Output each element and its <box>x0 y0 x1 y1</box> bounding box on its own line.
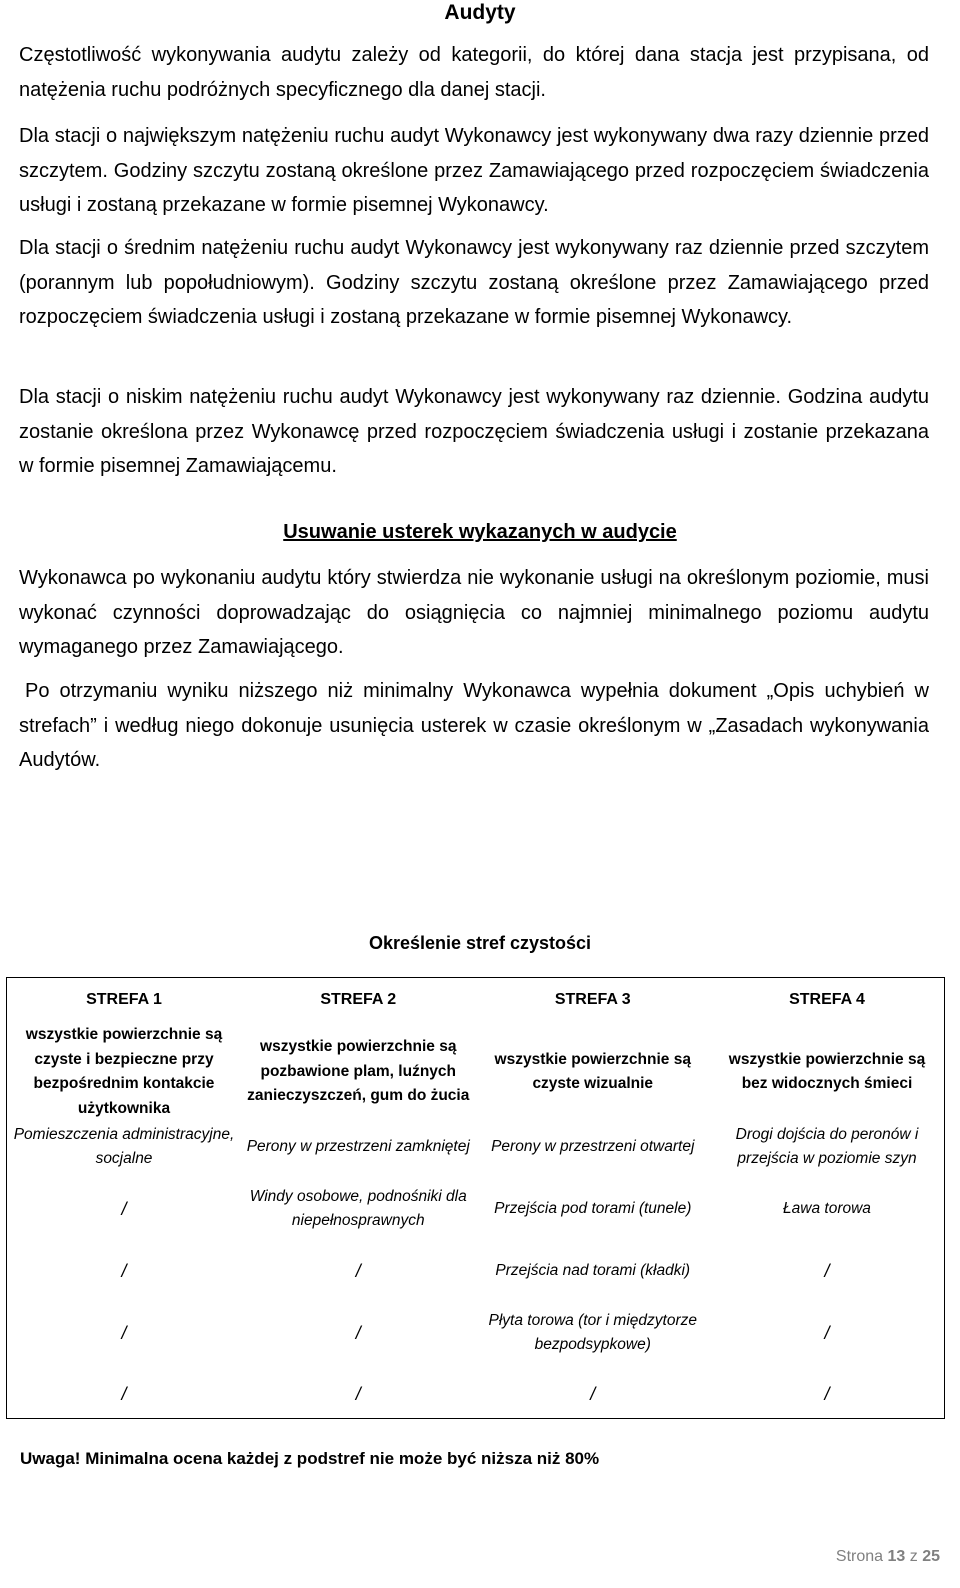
paragraph-low-traffic: Dla stacji o niskim natężeniu ruchu audyt Wykonawcy jest wykonywany raz dziennie. Godzina audytu zostanie określona przez Wykonawcę przed rozpoczęciem świadczenia usługi i zostanie przekazana w formie pisemnej Zamawiającemu. <box>19 386 929 477</box>
table-cell: / <box>355 1322 361 1343</box>
paragraph-high-traffic: Dla stacji o największym natężeniu ruchu audyt Wykonawcy jest wykonywany dwa razy dziennie przed szczytem. Godziny szczytu zostaną określone przez Zamawiającego przed rozpoczęciem świadczenia usługi i zostaną przekazane w formie pisemnej Wykonawcy. <box>19 125 929 216</box>
paragraph-defects-2: Po otrzymaniu wyniku niższego niż minimalny Wykonawca wypełnia dokument „Opis uchybień w strefach” i według niego dokonuje usunięcia usterek w czasie określonym w „Zasadach wykonywania Audytów. <box>19 680 929 771</box>
table-cell: / <box>824 1322 830 1343</box>
table-cell: Windy osobowe, podnośniki dla niepełnosprawnych <box>249 1187 467 1229</box>
table-cell: / <box>824 1260 830 1281</box>
table-cell: Pomieszczenia administracyjne, socjalne <box>13 1125 235 1167</box>
table-cell: Perony w przestrzeni zamkniętej <box>246 1137 470 1155</box>
warning-label: Uwaga! <box>20 1449 81 1468</box>
table-row <box>7 1296 945 1370</box>
table-cell: / <box>121 1322 127 1343</box>
footer-page-number: 13 <box>887 1548 906 1565</box>
warning-text: Minimalna ocena każdej z podstref nie może być niższa niż 80% <box>80 1449 600 1468</box>
table-row <box>7 1370 945 1419</box>
zones-table <box>6 977 945 1419</box>
zones-header-row <box>7 978 945 1023</box>
page-footer <box>836 1545 940 1569</box>
zone-header-4: STREFA 4 <box>789 990 865 1008</box>
zones-description-row <box>7 1022 945 1122</box>
table-cell: / <box>355 1383 361 1404</box>
table-cell: / <box>355 1260 361 1281</box>
table-cell: Ława torowa <box>783 1199 871 1217</box>
page-title: Audyty <box>444 1 516 24</box>
table-cell: Przejścia nad torami (kładki) <box>495 1261 691 1279</box>
table-cell: Płyta torowa (tor i międzytorze bezpodsypkowe) <box>488 1311 697 1353</box>
table-cell: Przejścia pod torami (tunele) <box>494 1199 692 1217</box>
paragraph-frequency: Częstotliwość wykonywania audytu zależy od kategorii, do której dana stacja jest przypisana, od natężenia ruchu podróżnych specyficznego dla danej stacji. <box>19 44 929 101</box>
footer-mid: z <box>905 1548 923 1565</box>
footer-page-total: 25 <box>922 1548 940 1565</box>
zone-description-3: wszystkie powierzchnie są czyste wizualnie <box>494 1050 691 1092</box>
footer-prefix: Strona <box>835 1548 888 1565</box>
table-row <box>7 1172 945 1246</box>
section-heading-defects: Usuwanie usterek wykazanych w audycie <box>283 521 677 543</box>
table-row <box>7 1246 945 1296</box>
zone-description-4: wszystkie powierzchnie są bez widocznych śmieci <box>728 1050 926 1092</box>
zone-header-1: STREFA 1 <box>86 990 162 1008</box>
zone-header-3: STREFA 3 <box>554 990 631 1008</box>
table-cell: / <box>590 1383 596 1404</box>
zone-description-1: wszystkie powierzchnie są czyste i bezpieczne przy bezpośrednim kontakcie użytkownika <box>25 1026 223 1117</box>
zones-heading: Określenie stref czystości <box>368 933 592 953</box>
table-row <box>7 1122 945 1172</box>
table-cell: Drogi dojścia do peronów i przejścia w poziomie szyn <box>735 1125 919 1167</box>
warning-note <box>20 1447 599 1471</box>
table-cell: / <box>121 1383 127 1404</box>
paragraph-defects-1: Wykonawca po wykonaniu audytu który stwierdza nie wykonanie usługi na określonym poziomie, musi wykonać czynności doprowadzając do osiągnięcia co najmniej minimalnego poziomu audytu wymaganego przez Zamawiającego. <box>19 567 929 658</box>
table-cell: / <box>121 1260 127 1281</box>
zone-description-2: wszystkie powierzchnie są pozbawione plam, luźnych zanieczyszczeń, gum do żucia <box>247 1038 470 1105</box>
table-cell: / <box>824 1383 830 1404</box>
table-cell: Perony w przestrzeni otwartej <box>491 1137 695 1155</box>
zone-header-2: STREFA 2 <box>320 990 397 1008</box>
table-cell: / <box>121 1198 127 1219</box>
paragraph-medium-traffic: Dla stacji o średnim natężeniu ruchu audyt Wykonawcy jest wykonywany raz dziennie przed szczytem (porannym lub popołudniowym). Godziny szczytu zostaną określone przez Zamawiającego przed rozpoczęciem świadczenia usługi i zostaną przekazane w formie pisemnej Wykonawcy. <box>19 237 929 328</box>
